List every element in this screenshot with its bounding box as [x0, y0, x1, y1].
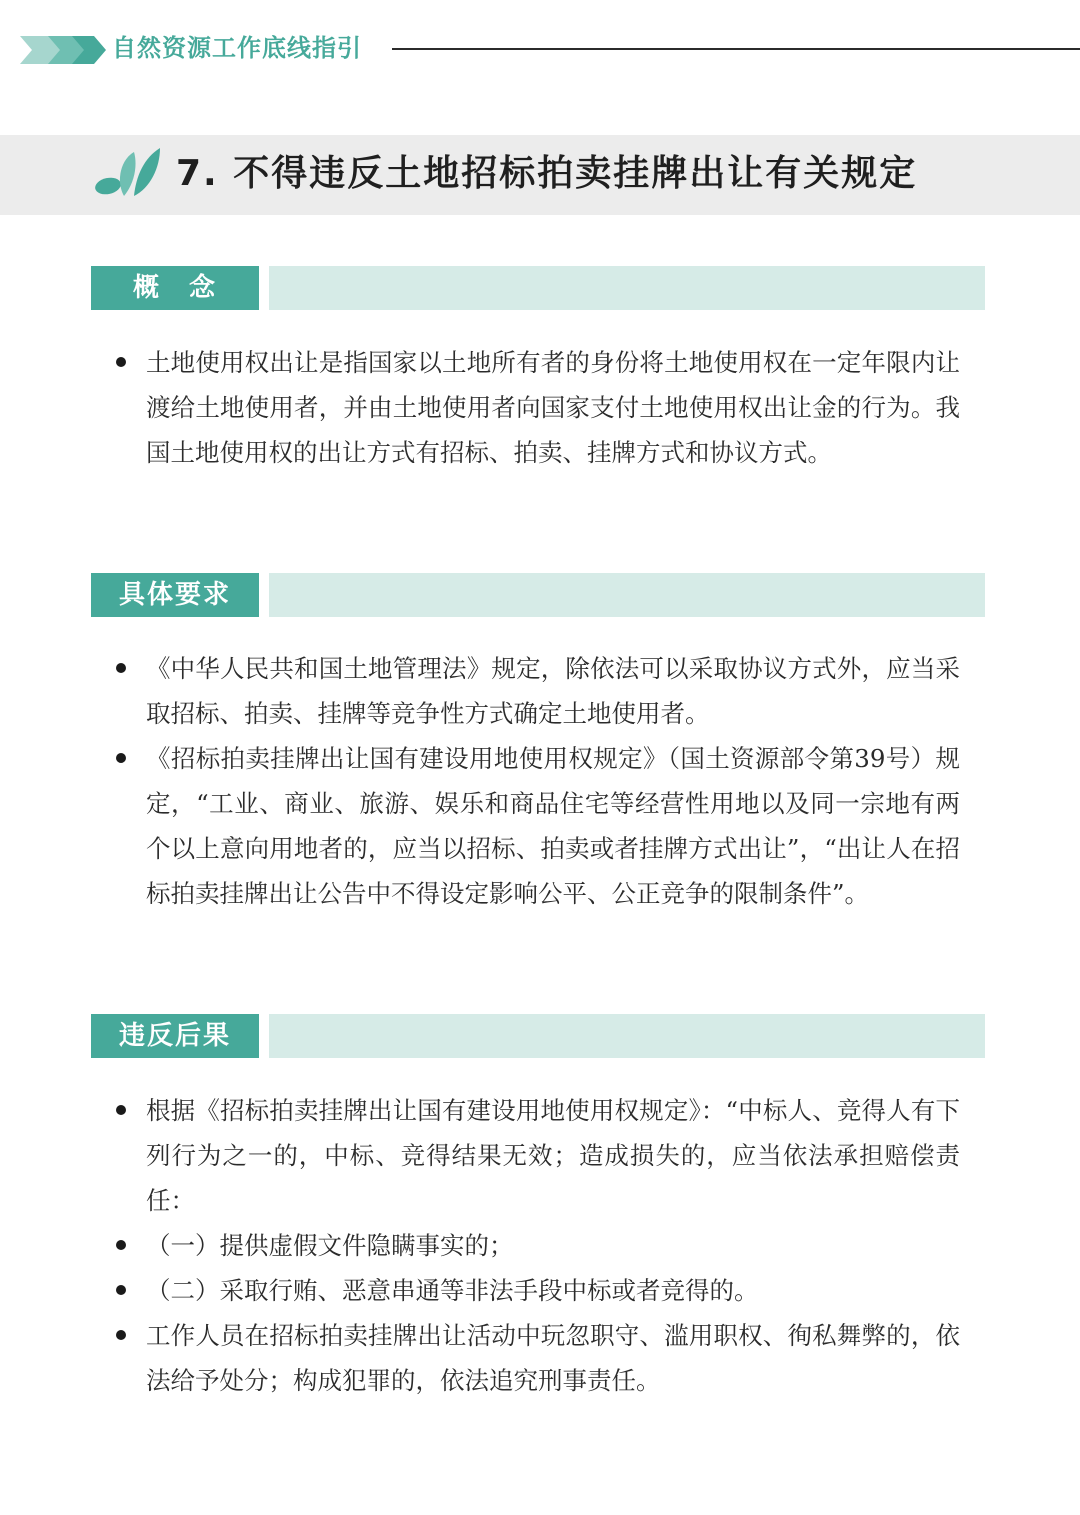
running-header: [0, 0, 1080, 100]
section-bar: [269, 573, 985, 617]
list-item: （一）提供虚假文件隐瞒事实的；: [110, 1223, 960, 1268]
list-item: 工作人员在招标拍卖挂牌出让活动中玩忽职守、滥用职权、徇私舞弊的，依法给予处分；构成犯罪的，依法追究刑事责任。: [110, 1313, 960, 1403]
requirements-list: [110, 646, 960, 916]
header-rule: [392, 48, 1080, 50]
list-item: 土地使用权出让是指国家以土地所有者的身份将土地使用权在一定年限内让渡给土地使用者，并由土地使用者向国家支付土地使用权出让金的行为。我国土地使用权的出让方式有招标、拍卖、挂牌方式和协议方式。: [110, 340, 960, 475]
list-item: 《中华人民共和国土地管理法》规定，除依法可以采取协议方式外，应当采取招标、拍卖、挂牌等竞争性方式确定土地使用者。: [110, 646, 960, 736]
list-item: 根据《招标拍卖挂牌出让国有建设用地使用权规定》：“中标人、竞得人有下列行为之一的，中标、竞得结果无效；造成损失的，应当依法承担赔偿责任：: [110, 1088, 960, 1223]
section-label: 概 念: [91, 266, 259, 310]
list-item: 《招标拍卖挂牌出让国有建设用地使用权规定》（国土资源部令第39号）规定，“工业、商业、旅游、娱乐和商品住宅等经营性用地以及同一宗地有两个以上意向用地者的，应当以招标、拍卖或者挂牌方式出让”，“出让人在招标拍卖挂牌出让公告中不得设定影响公平、公正竞争的限制条件”。: [110, 736, 960, 916]
section-header-requirements: [91, 573, 985, 617]
list-item: （二）采取行贿、恶意串通等非法手段中标或者竞得的。: [110, 1268, 960, 1313]
concept-list: [110, 340, 960, 475]
section-label: 违反后果: [91, 1014, 259, 1058]
section-header-consequences: [91, 1014, 985, 1058]
section-label: 具体要求: [91, 573, 259, 617]
section-bar: [269, 266, 985, 310]
section-header-concept: [91, 266, 985, 310]
consequences-list: [110, 1088, 960, 1403]
header-title: 自然资源工作底线指引: [112, 34, 362, 62]
section-bar: [269, 1014, 985, 1058]
chevron-arrows-icon: [20, 36, 106, 64]
leaf-icon: [94, 146, 162, 198]
page-title: 7. 不得违反土地招标拍卖挂牌出让有关规定: [176, 153, 918, 194]
